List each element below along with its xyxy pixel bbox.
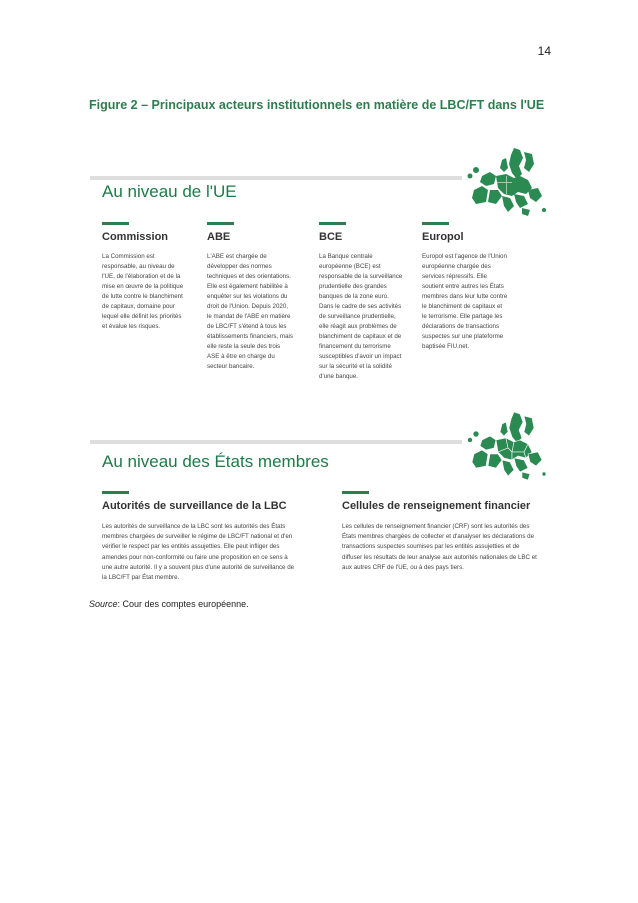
actor-title: Cellules de renseignement financier [342, 500, 531, 512]
accent-bar [102, 222, 129, 225]
source-text: : Cour des comptes européenne. [117, 599, 249, 609]
actor-title: BCE [319, 231, 343, 243]
actor-description: La Commission est responsable, au niveau de l'UE, de l'élaboration et de la mise en œuvre de la politique de lutte contre le blanchiment de capitaux, domaine pour lequel elle définit les priorités et évalue les risques. [102, 253, 184, 330]
accent-bar [207, 222, 234, 225]
eu-map-icon [462, 146, 552, 218]
actor-fiu [342, 491, 538, 573]
actor-abe [207, 222, 293, 372]
page-number: 14 [537, 44, 551, 58]
actor-description: Les cellules de renseignement financier (CRF) sont les autorités des États membres chargées de collecter et d'analyser les déclarations de transactions suspectes soumises par les entités assujetties et de diffuser les résultats de leur analyse aux autorités nationales de LBC et aux autres CRF de l'UE, ou à des pays tiers. [342, 523, 537, 571]
figure-title: Figure 2 – Principaux acteurs institutionnels en matière de LBC/FT dans l'UE [89, 98, 545, 112]
accent-bar [319, 222, 346, 225]
actor-description: Europol est l'agence de l'Union européenne chargée des services répressifs. Elle soutient entre autres les États membres dans leur lutte contre le blanchiment de capitaux et le terrorisme. Elle partage les déclarations de transactions suspectes sur une plateforme baptisée FIU.net. [422, 253, 508, 350]
actor-description: La Banque centrale européenne (BCE) est responsable de la surveillance prudentielle des grandes banques de la zone euro. Dans le cadre de ses activités de surveillance prudentielle, elle réagit aux problèmes de blanchiment de capitaux et de financement du terrorisme susceptibles d'avoir un impact sur la sécurité et la solidité d'une banque. [319, 253, 403, 380]
source-label: Source [89, 599, 118, 609]
eu-level-heading: Au niveau de l'UE [102, 182, 237, 201]
actor-europol [422, 222, 508, 352]
actor-title: Autorités de surveillance de la LBC [102, 500, 287, 512]
member-states-map-icon [462, 410, 552, 482]
actor-bce [319, 222, 403, 382]
actor-description: L'ABE est chargée de développer des normes techniques et des orientations. Elle est également habilitée à enquêter sur les violations du droit de l'Union. Depuis 2020, le mandat de l'ABE en matière de LBC/FT s'étend à tous les établissements financiers, mais elle reste la seule des trois ASE à être en charge du secteur bancaire. [207, 253, 293, 370]
source-note [89, 599, 249, 609]
member-states-heading: Au niveau des États membres [102, 452, 329, 471]
actor-aml-supervisors [102, 491, 298, 583]
accent-bar [102, 491, 129, 494]
eu-section-rule [90, 176, 462, 180]
actor-description: Les autorités de surveillance de la LBC sont les autorités des États membres chargées de surveiller le régime de LBC/FT national et d'en vérifier le respect par les entités assujetties. Elle peut infliger des amendes pour non-conformité ou faire une proposition en ce sens à une autre autorité. Il y a souvent plus d'une autorité de surveillance de la LBC/FT par État membre. [102, 523, 295, 582]
actor-title: Europol [422, 231, 464, 243]
actor-title: ABE [207, 231, 231, 243]
accent-bar [422, 222, 449, 225]
actor-commission [102, 222, 188, 332]
accent-bar [342, 491, 369, 494]
actor-title: Commission [102, 231, 169, 243]
member-states-section-rule [90, 440, 462, 444]
